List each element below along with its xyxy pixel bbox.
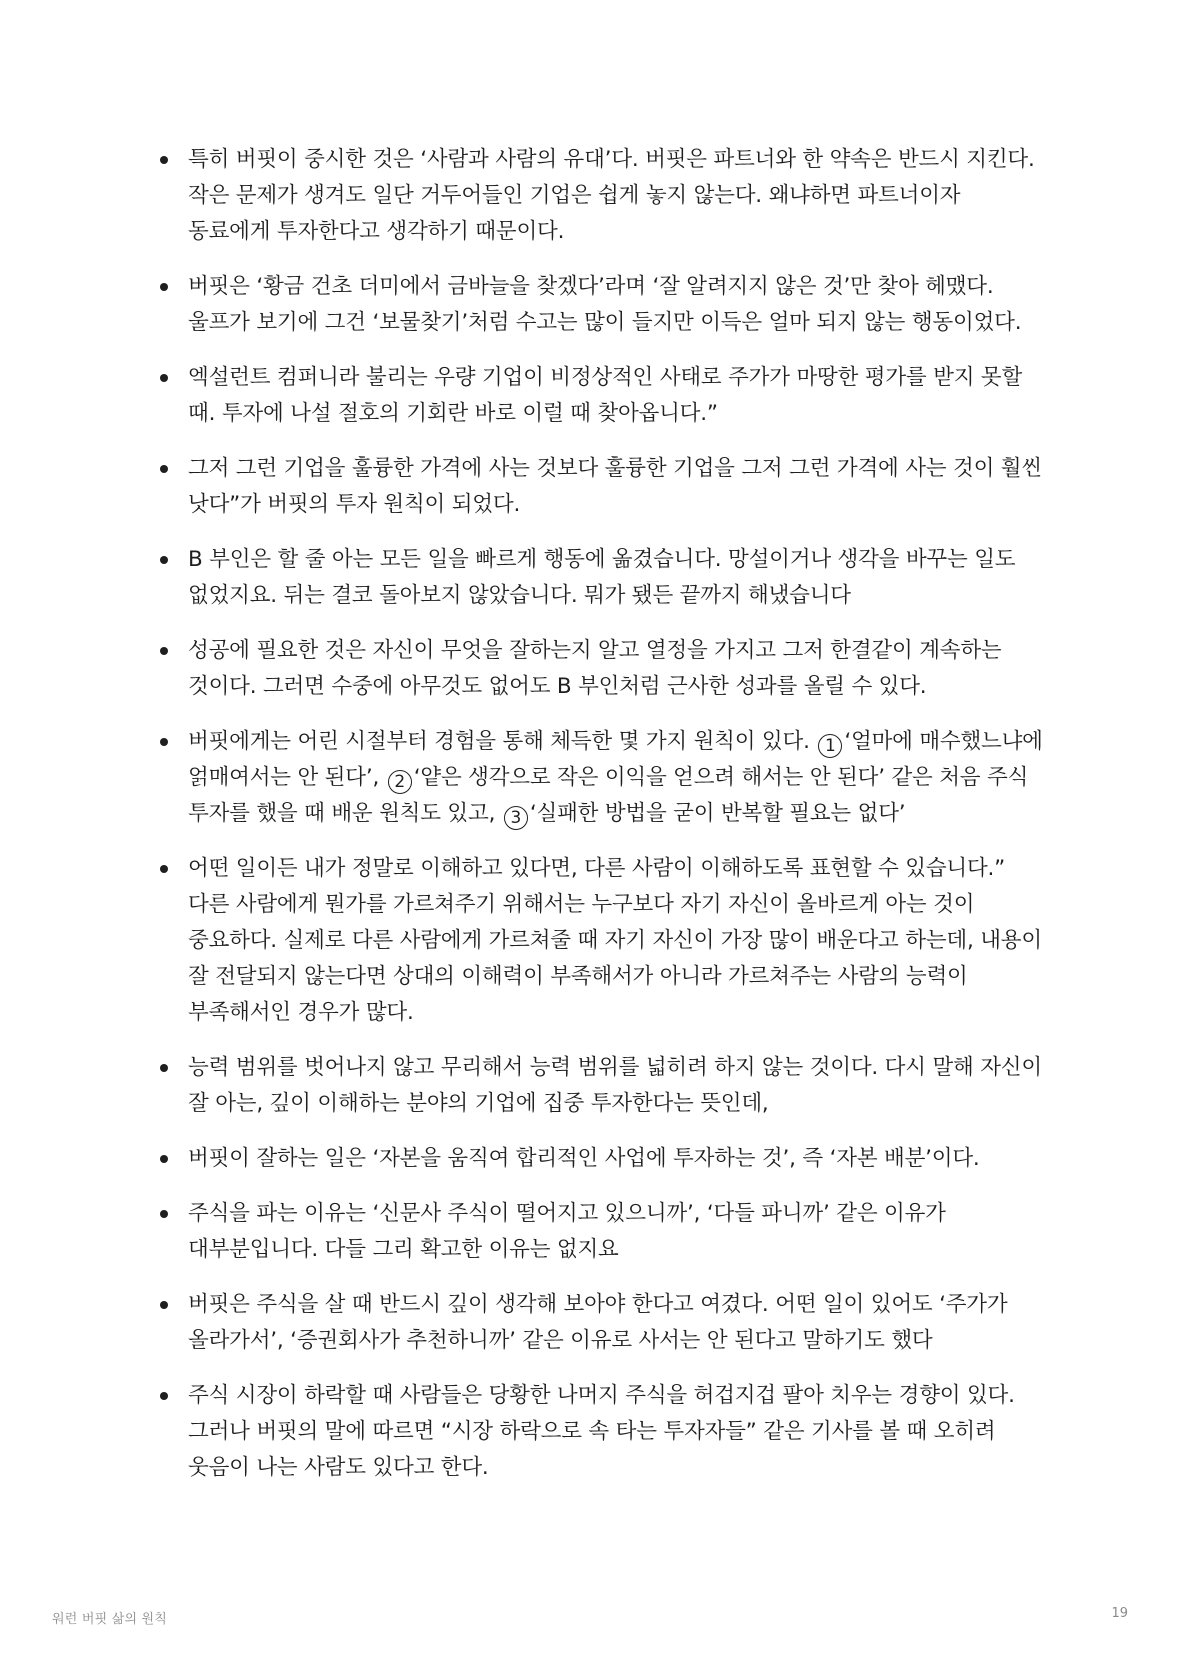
principle-text: ‘실패한 방법을 굳이 반복할 필요는 없다’ — [529, 801, 906, 826]
list-item — [158, 1378, 1048, 1486]
principle-text: ‘얼마에 매수했느냐에 얽매여서는 안 된다’, — [188, 729, 1043, 790]
list-item — [158, 1050, 1048, 1122]
bullet-point-icon — [160, 156, 168, 164]
bullet-point-icon — [160, 738, 168, 746]
bullet-point-icon — [160, 1210, 168, 1218]
list-item-principles — [158, 724, 1048, 832]
bullet-text: 어떤 일이든 내가 정말로 이해하고 있다면, 다른 사람이 이해하도록 표현할 수 있습니다.” 다른 사람에게 뭔가를 가르쳐주기 위해서는 누구보다 자기 자신이 올바르게 아는 것이 중요하다. 실제로 다른 사람에게 가르쳐줄 때 자기 자신이 가장 많이 배운다고 하는데, 내용이 잘 전달되지 않는다면 상대의 이해력이 부족해서가 아니라 가르쳐주는 사람의 능력이 부족해서인 경우가 많다. — [188, 856, 1042, 1025]
bullet-point-icon — [160, 647, 168, 655]
list-item — [158, 851, 1048, 1031]
list-item — [158, 1141, 1048, 1177]
bullet-point-icon — [160, 556, 168, 564]
bullet-list — [158, 142, 1048, 1505]
bullet-text: 특히 버핏이 중시한 것은 ‘사람과 사람의 유대’다. 버핏은 파트너와 한 약속은 반드시 지킨다. 작은 문제가 생겨도 일단 거두어들인 기업은 쉽게 놓지 않는다. 왜냐하면 파트너이자 동료에게 투자한다고 생각하기 때문이다. — [188, 147, 1035, 244]
bullet-text: 성공에 필요한 것은 자신이 무엇을 잘하는지 알고 열정을 가지고 그저 한결같이 계속하는 것이다. 그러면 수중에 아무것도 없어도 B 부인처럼 근사한 성과를 올릴 수 있다. — [188, 638, 1002, 699]
bullet-point-icon — [160, 1155, 168, 1163]
bullet-point-icon — [160, 283, 168, 291]
circled-number-1-icon: 1 — [818, 734, 842, 758]
bullet-text: 버핏은 주식을 살 때 반드시 깊이 생각해 보아야 한다고 여겼다. 어떤 일이 있어도 ‘주가가 올라가서’, ‘증권회사가 추천하니까’ 같은 이유로 사서는 안 된다고 말하기도 했다 — [188, 1292, 1008, 1353]
bullet-text: B 부인은 할 줄 아는 모든 일을 빠르게 행동에 옮겼습니다. 망설이거나 생각을 바꾸는 일도 없었지요. 뒤는 결코 돌아보지 않았습니다. 뭐가 됐든 끝까지 해냈습니다 — [188, 547, 1016, 608]
list-item — [158, 633, 1048, 705]
bullet-point-icon — [160, 374, 168, 382]
list-item — [158, 360, 1048, 432]
bullet-point-icon — [160, 1301, 168, 1309]
list-item — [158, 1196, 1048, 1268]
bullet-text: 버핏이 잘하는 일은 ‘자본을 움직여 합리적인 사업에 투자하는 것’, 즉 ‘자본 배분’이다. — [188, 1146, 980, 1171]
list-item — [158, 1287, 1048, 1359]
principle-text: ‘얕은 생각으로 작은 이익을 얻으려 해서는 안 된다’ 같은 처음 주식 투자를 했을 때 배운 원칙도 있고, — [188, 765, 1029, 826]
page-number: 19 — [1111, 1606, 1128, 1621]
bullet-point-icon — [160, 1064, 168, 1072]
list-item — [158, 451, 1048, 523]
bullet-text: 능력 범위를 벗어나지 않고 무리해서 능력 범위를 넓히려 하지 않는 것이다. 다시 말해 자신이 잘 아는, 깊이 이해하는 분야의 기업에 집중 투자한다는 뜻인데, — [188, 1055, 1042, 1116]
bullet-text: 주식 시장이 하락할 때 사람들은 당황한 나머지 주식을 허겁지겁 팔아 치우는 경향이 있다. 그러나 버핏의 말에 따르면 “시장 하락으로 속 타는 투자자들” 같은 기사를 볼 때 오히려 웃음이 나는 사람도 있다고 한다. — [188, 1383, 1015, 1480]
bullet-point-icon — [160, 1392, 168, 1400]
bullet-text: 엑설런트 컴퍼니라 불리는 우량 기업이 비정상적인 사태로 주가가 마땅한 평가를 받지 못할 때. 투자에 나설 절호의 기회란 바로 이럴 때 찾아옵니다.” — [188, 365, 1023, 426]
list-item — [158, 542, 1048, 614]
list-item — [158, 142, 1048, 250]
bullet-text: 그저 그런 기업을 훌륭한 가격에 사는 것보다 훌륭한 기업을 그저 그런 가격에 사는 것이 훨씬 낫다”가 버핏의 투자 원칙이 되었다. — [188, 456, 1042, 517]
principles-intro: 버핏에게는 어린 시절부터 경험을 통해 체득한 몇 가지 원칙이 있다. — [188, 729, 810, 754]
circled-number-3-icon: 3 — [504, 806, 528, 830]
list-item — [158, 269, 1048, 341]
bullet-text: 주식을 파는 이유는 ‘신문사 주식이 떨어지고 있으니까’, ‘다들 파니까’ 같은 이유가 대부분입니다. 다들 그리 확고한 이유는 없지요 — [188, 1201, 946, 1262]
bullet-text: 버핏은 ‘황금 건초 더미에서 금바늘을 찾겠다’라며 ‘잘 알려지지 않은 것’만 찾아 헤맸다. 울프가 보기에 그건 ‘보물찾기’처럼 수고는 많이 들지만 이득은 얼마 되지 않는 행동이었다. — [188, 274, 1022, 335]
bullet-point-icon — [160, 465, 168, 473]
footer-book-title: 워런 버핏 삶의 원칙 — [52, 1612, 168, 1627]
bullet-point-icon — [160, 865, 168, 873]
circled-number-2-icon: 2 — [388, 770, 412, 794]
